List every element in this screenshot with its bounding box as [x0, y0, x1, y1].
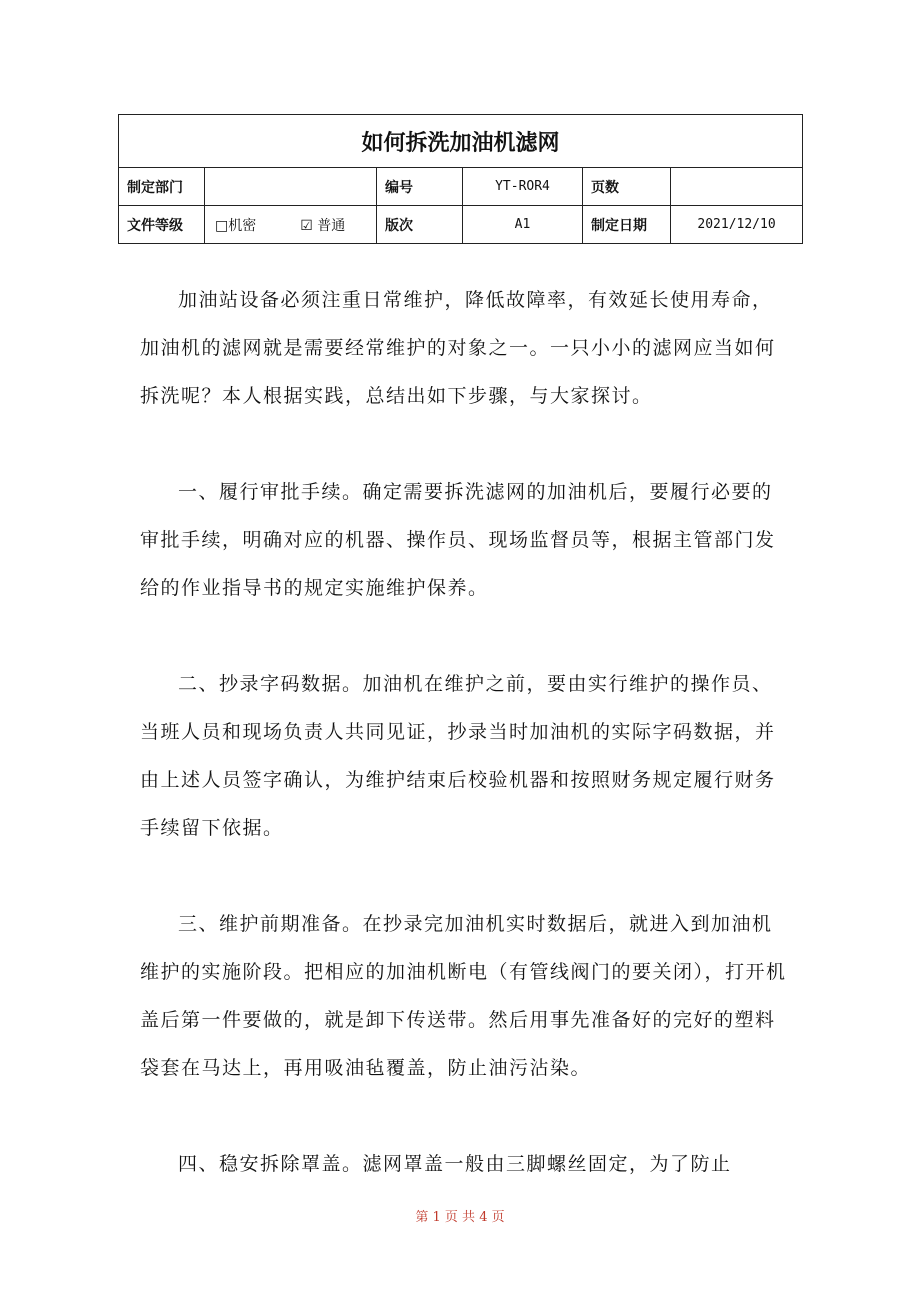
page-footer: 第 1 页 共 4 页: [415, 1210, 505, 1225]
paragraph-step-4: 四、稳安拆除罩盖。滤网罩盖一般由三脚螺丝固定，为了防止: [178, 1153, 732, 1175]
date-label: 制定日期: [583, 206, 671, 244]
version-label: 版次: [377, 206, 463, 244]
level-normal-checkbox: ☑ 普通: [300, 217, 346, 234]
paragraph-intro: 加油站设备必须注重日常维护，降低故障率，有效延长使用寿命，加油机的滤网就是需要经常维护的对象之一。一只小小的滤网应当如何拆洗呢？本人根据实践，总结出如下步骤，与大家探讨。: [140, 289, 776, 407]
version-value: A1: [463, 206, 583, 244]
paragraph-step-1: 一、履行审批手续。确定需要拆洗滤网的加油机后，要履行必要的审批手续，明确对应的机器、操作员、现场监督员等，根据主管部门发给的作业指导书的规定实施维护保养。: [140, 481, 776, 599]
dept-value: [205, 168, 377, 206]
document-body: [140, 276, 790, 1236]
paragraph-step-3: 三、维护前期准备。在抄录完加油机实时数据后，就进入到加油机维护的实施阶段。把相应的加油机断电（有管线阀门的要关闭），打开机盖后第一件要做的，就是卸下传送带。然后用事先准备好的完好的塑料袋套在马达上，再用吸油毡覆盖，防止油污沾染。: [140, 913, 787, 1079]
code-value: YT-ROR4: [463, 168, 583, 206]
code-label: 编号: [377, 168, 463, 206]
level-confidential-checkbox: □机密: [215, 217, 257, 234]
dept-label: 制定部门: [119, 168, 205, 206]
date-value: 2021/12/10: [671, 206, 803, 244]
pages-value: [671, 168, 803, 206]
document-title: 如何拆洗加油机滤网: [119, 115, 803, 168]
level-options: [205, 206, 377, 244]
document-header-table: [118, 114, 803, 244]
pages-label: 页数: [583, 168, 671, 206]
level-label: 文件等级: [119, 206, 205, 244]
paragraph-step-2: 二、抄录字码数据。加油机在维护之前，要由实行维护的操作员、当班人员和现场负责人共同见证，抄录当时加油机的实际字码数据，并由上述人员签字确认，为维护结束后校验机器和按照财务规定履行财务手续留下依据。: [140, 673, 776, 839]
